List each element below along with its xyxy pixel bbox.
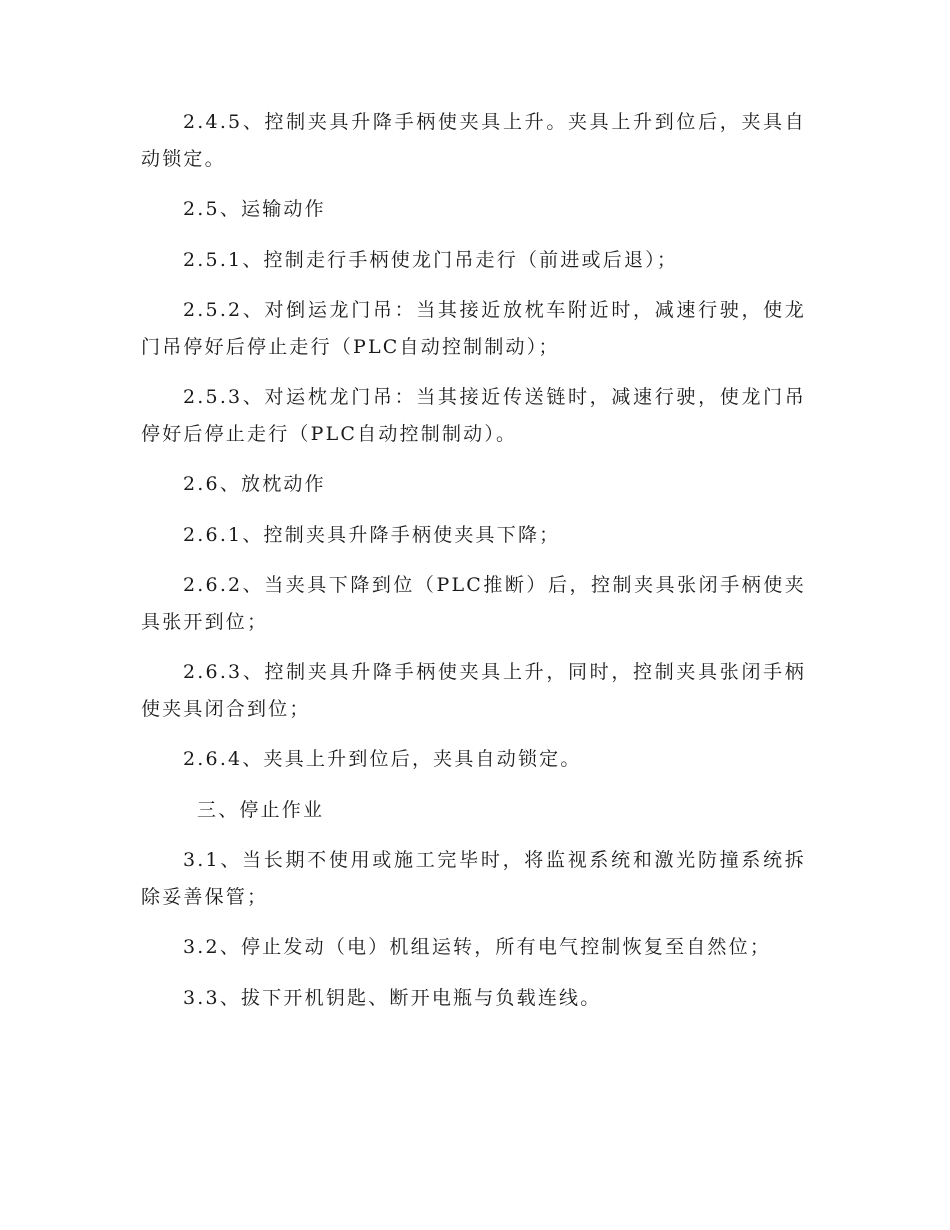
document-body bbox=[141, 104, 806, 1030]
paragraph-3-2: 3.2、停止发动（电）机组运转，所有电气控制恢复至自然位； bbox=[183, 936, 772, 958]
paragraph-2-6-1: 2.6.1、控制夹具升降手柄使夹具下降； bbox=[183, 523, 561, 546]
paragraph-2-6-3: 2.6.3、控制夹具升降手柄使夹具上升，同时，控制夹具张闭手柄使夹具闭合到位； bbox=[141, 661, 806, 720]
chapter-heading-three: 三、停止作业 bbox=[197, 798, 325, 821]
paragraph-3-1: 3.1、当长期不使用或施工完毕时，将监视系统和激光防撞系统拆除妥善保管； bbox=[141, 849, 806, 908]
paragraph-3-3: 3.3、拔下开机钥匙、断开电瓶与负载连线。 bbox=[183, 986, 602, 1009]
paragraph-2-5-1: 2.5.1、控制走行手柄使龙门吊走行（前进或后退）； bbox=[183, 248, 679, 271]
paragraph-2-6-2: 2.6.2、当夹具下降到位（PLC推断）后，控制夹具张闭手柄使夹具张开到位； bbox=[141, 574, 806, 633]
paragraph-2-6-4: 2.6.4、夹具上升到位后，夹具自动锁定。 bbox=[183, 748, 582, 770]
section-heading-2-5: 2.5、运输动作 bbox=[183, 198, 326, 220]
paragraph-2-5-2: 2.5.2、对倒运龙门吊：当其接近放枕车附近时，减速行驶，使龙门吊停好后停止走行（PLC自动控制制动）； bbox=[141, 299, 806, 358]
paragraph-2-5-3: 2.5.3、对运枕龙门吊：当其接近传送链时，减速行驶，使龙门吊停好后停止走行（PLC自动控制制动）。 bbox=[141, 386, 806, 445]
section-heading-2-6: 2.6、放枕动作 bbox=[183, 473, 326, 495]
paragraph-2-4-5: 2.4.5、控制夹具升降手柄使夹具上升。夹具上升到位后，夹具自动锁定。 bbox=[141, 111, 806, 170]
